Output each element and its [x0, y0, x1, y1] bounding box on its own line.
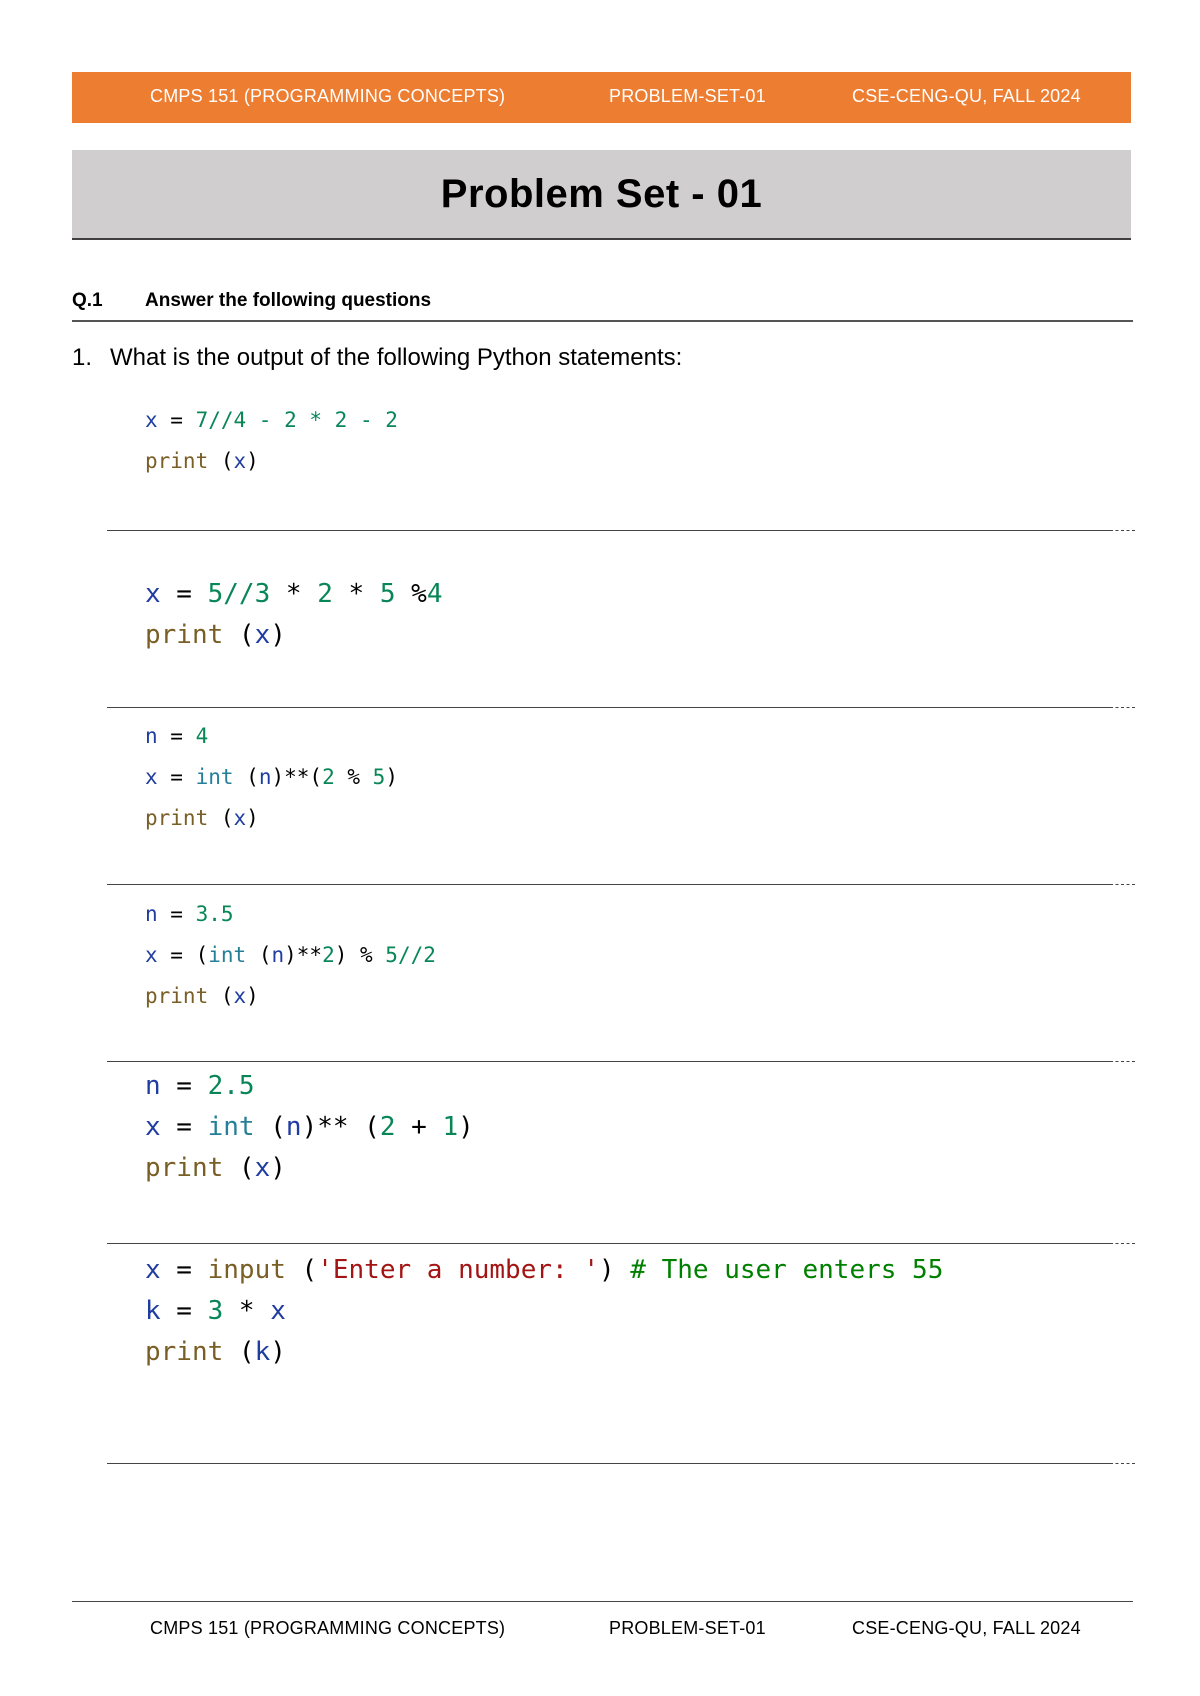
code-token-num: 4 — [426, 579, 443, 609]
code-line — [145, 894, 436, 935]
code-token-op: ) — [458, 1112, 474, 1142]
code-token-op: )** — [284, 943, 323, 967]
footer-course: CMPS 151 (PROGRAMMING CONCEPTS) — [150, 1618, 506, 1638]
code-token-op: ) — [270, 1337, 286, 1367]
answer-line-tail-6 — [1110, 1463, 1135, 1464]
code-token-op: + — [395, 1112, 443, 1142]
code-token-fn: print — [145, 1337, 224, 1367]
code-line — [145, 441, 398, 482]
code-token-num: 2 — [317, 579, 333, 609]
code-token-op: * — [332, 579, 380, 609]
code-token-var: x — [145, 1255, 161, 1285]
code-token-fn: print — [145, 449, 209, 473]
code-token-var: x — [145, 943, 158, 967]
code-token-op: * — [223, 1296, 271, 1326]
question-title: Answer the following questions — [145, 290, 432, 311]
code-token-var: x — [145, 408, 158, 432]
question-number: Q.1 — [72, 290, 103, 311]
code-token-op: ( — [285, 1255, 318, 1285]
code-token-builtin: int — [195, 765, 234, 789]
code-token-op: ( — [254, 1112, 286, 1142]
code-token-op: ) — [246, 984, 259, 1008]
code-line — [145, 1107, 474, 1148]
code-token-fn: print — [145, 620, 224, 650]
code-token-op: )** ( — [301, 1112, 380, 1142]
code-token-num: 1 — [442, 1112, 459, 1142]
code-token-op: ( — [208, 806, 234, 830]
code-token-var: k — [254, 1337, 271, 1367]
title-box — [72, 150, 1131, 240]
code-snippet-6 — [145, 1250, 943, 1373]
code-token-num: 5//2 — [385, 943, 436, 967]
code-token-var: n — [145, 902, 158, 926]
code-token-var: x — [145, 765, 158, 789]
code-token-builtin: int — [208, 943, 247, 967]
header-set: PROBLEM-SET-01 — [609, 86, 766, 106]
code-snippet-1 — [145, 400, 398, 482]
page-title: Problem Set - 01 — [440, 171, 763, 216]
code-snippet-4 — [145, 894, 436, 1017]
answer-line-tail-1 — [1110, 530, 1135, 531]
code-token-op: = ( — [157, 943, 209, 967]
code-token-op: ) — [598, 1255, 631, 1285]
code-token-var: x — [145, 1112, 161, 1142]
code-token-builtin: int — [207, 1112, 255, 1142]
answer-line-4[interactable] — [107, 1061, 1110, 1062]
question-heading — [72, 288, 1133, 322]
code-line — [145, 1332, 943, 1373]
code-line — [145, 798, 398, 839]
code-snippet-2 — [145, 574, 442, 656]
code-token-op: ( — [208, 984, 234, 1008]
code-token-num: 7//4 - 2 * 2 - 2 — [195, 408, 398, 432]
code-token-num: 5//3 — [207, 579, 271, 609]
question-item — [72, 344, 682, 372]
code-token-num: 2 — [322, 765, 335, 789]
code-token-op: = — [160, 579, 208, 609]
code-token-num: 2 — [322, 943, 335, 967]
answer-line-tail-5 — [1110, 1243, 1135, 1244]
code-token-op: * — [270, 579, 318, 609]
code-token-var: n — [258, 765, 272, 789]
answer-line-5[interactable] — [107, 1243, 1110, 1244]
code-token-num: 3.5 — [195, 902, 234, 926]
code-token-op: = — [157, 902, 196, 926]
code-token-fn: print — [145, 806, 209, 830]
code-line — [145, 400, 398, 441]
code-token-op: = — [157, 765, 196, 789]
answer-line-2[interactable] — [107, 707, 1110, 708]
code-token-var: k — [145, 1296, 161, 1326]
code-line — [145, 615, 442, 656]
answer-line-3[interactable] — [107, 884, 1110, 885]
code-token-op: ( — [223, 1337, 255, 1367]
code-token-op: ) % — [334, 943, 386, 967]
code-line — [145, 1250, 943, 1291]
code-token-var: n — [145, 1071, 161, 1101]
code-token-op: ) — [246, 806, 259, 830]
code-token-num: 2 — [379, 1112, 396, 1142]
code-token-var: x — [254, 1153, 271, 1183]
code-token-var: n — [271, 943, 285, 967]
code-token-num: 2.5 — [207, 1071, 255, 1101]
code-token-op: ) — [270, 620, 286, 650]
code-token-op: ( — [246, 943, 272, 967]
code-token-op: ( — [208, 449, 234, 473]
code-token-op: = — [160, 1071, 208, 1101]
code-line — [145, 574, 442, 615]
code-token-num: 5 — [372, 765, 386, 789]
item-text: What is the output of the following Python statements: — [110, 344, 683, 371]
item-number: 1. — [72, 344, 93, 371]
code-snippet-3 — [145, 716, 398, 839]
code-token-var: n — [145, 724, 158, 748]
code-token-var: x — [233, 984, 247, 1008]
answer-line-1[interactable] — [107, 530, 1110, 531]
footer-term: CSE-CENG-QU, FALL 2024 — [852, 1618, 1081, 1638]
code-token-op: )**( — [271, 765, 323, 789]
code-snippet-5 — [145, 1066, 474, 1189]
code-token-var: x — [233, 449, 247, 473]
code-line — [145, 1066, 474, 1107]
code-line — [145, 716, 398, 757]
code-token-var: x — [233, 806, 247, 830]
answer-line-tail-3 — [1110, 884, 1135, 885]
code-line — [145, 1291, 943, 1332]
code-token-var: x — [270, 1296, 286, 1326]
code-token-num: 3 — [207, 1296, 224, 1326]
code-token-op: = — [160, 1255, 208, 1285]
code-token-op: ( — [233, 765, 259, 789]
code-token-op: % — [334, 765, 373, 789]
header-term: CSE-CENG-QU, FALL 2024 — [852, 86, 1081, 106]
code-line — [145, 976, 436, 1017]
answer-line-6[interactable] — [107, 1463, 1110, 1464]
footer-set: PROBLEM-SET-01 — [609, 1618, 766, 1638]
code-token-op: ) — [385, 765, 398, 789]
code-token-op: = — [157, 724, 196, 748]
code-token-num: 4 — [195, 724, 209, 748]
code-token-num: 5 — [379, 579, 396, 609]
code-token-cmt: # The user enters 55 — [630, 1255, 944, 1285]
code-token-op: ) — [270, 1153, 286, 1183]
header-course: CMPS 151 (PROGRAMMING CONCEPTS) — [150, 86, 506, 106]
code-token-var: n — [285, 1112, 302, 1142]
code-token-op: = — [157, 408, 196, 432]
code-token-fn: input — [207, 1255, 286, 1285]
code-token-op: ( — [223, 1153, 255, 1183]
code-token-op: = — [160, 1296, 208, 1326]
code-token-op: % — [395, 579, 427, 609]
code-line — [145, 935, 436, 976]
code-token-fn: print — [145, 1153, 224, 1183]
answer-line-tail-2 — [1110, 707, 1135, 708]
answer-line-tail-4 — [1110, 1061, 1135, 1062]
code-token-op: ( — [223, 620, 255, 650]
code-token-fn: print — [145, 984, 209, 1008]
code-token-op: = — [160, 1112, 208, 1142]
code-token-var: x — [254, 620, 271, 650]
code-line — [145, 757, 398, 798]
footer-rule — [72, 1601, 1133, 1602]
code-token-op: ) — [246, 449, 259, 473]
code-token-var: x — [145, 579, 161, 609]
code-token-str: 'Enter a number: ' — [317, 1255, 599, 1285]
code-line — [145, 1148, 474, 1189]
